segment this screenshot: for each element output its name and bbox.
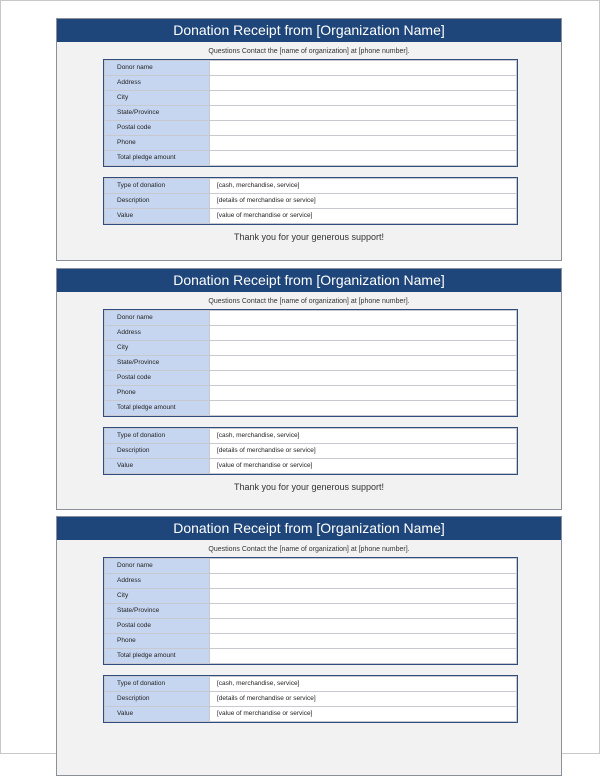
donation-info-table — [104, 428, 517, 474]
pledge-amount-label: Total pledge amount — [105, 151, 210, 166]
phone-label: Phone — [105, 634, 210, 649]
table-row — [105, 136, 517, 151]
donation-type-label: Type of donation — [105, 179, 210, 194]
phone-field[interactable] — [210, 386, 517, 401]
table-row — [105, 559, 517, 574]
address-label: Address — [105, 76, 210, 91]
table-row — [105, 91, 517, 106]
description-field[interactable]: [details of merchandise or service] — [210, 194, 517, 209]
pledge-amount-field[interactable] — [210, 649, 517, 664]
receipt-title: Donation Receipt from [Organization Name] — [57, 19, 561, 42]
table-row — [105, 677, 517, 692]
donor-name-field[interactable] — [210, 61, 517, 76]
postal-code-field[interactable] — [210, 121, 517, 136]
contact-line: Questions Contact the [name of organization] at [phone number]. — [208, 546, 410, 553]
donation-type-label: Type of donation — [105, 429, 210, 444]
table-row — [105, 179, 517, 194]
table-row — [105, 341, 517, 356]
contact-line: Questions Contact the [name of organization] at [phone number]. — [208, 298, 410, 305]
receipt-card — [56, 18, 562, 261]
thank-you-message: Thank you for your generous support! — [233, 482, 385, 492]
donation-info-table — [104, 178, 517, 224]
table-row — [105, 371, 517, 386]
table-row — [105, 311, 517, 326]
table-row — [105, 61, 517, 76]
donation-type-field[interactable]: [cash, merchandise, service] — [210, 179, 517, 194]
state-label: State/Province — [105, 604, 210, 619]
address-label: Address — [105, 326, 210, 341]
description-field[interactable]: [details of merchandise or service] — [210, 692, 517, 707]
city-label: City — [105, 341, 210, 356]
postal-code-label: Postal code — [105, 121, 210, 136]
state-label: State/Province — [105, 356, 210, 371]
address-field[interactable] — [210, 574, 517, 589]
table-row — [105, 106, 517, 121]
table-row — [105, 692, 517, 707]
table-row — [105, 401, 517, 416]
description-label: Description — [105, 692, 210, 707]
value-field[interactable]: [value of merchandise or service] — [210, 209, 517, 224]
pledge-amount-label: Total pledge amount — [105, 649, 210, 664]
donor-name-field[interactable] — [210, 311, 517, 326]
receipt-card — [56, 268, 562, 510]
table-row — [105, 634, 517, 649]
pledge-amount-field[interactable] — [210, 151, 517, 166]
table-row — [105, 326, 517, 341]
postal-code-field[interactable] — [210, 371, 517, 386]
table-row — [105, 649, 517, 664]
city-field[interactable] — [210, 91, 517, 106]
state-label: State/Province — [105, 106, 210, 121]
postal-code-label: Postal code — [105, 619, 210, 634]
receipt-title: Donation Receipt from [Organization Name] — [57, 517, 561, 540]
phone-label: Phone — [105, 386, 210, 401]
donor-name-label: Donor name — [105, 559, 210, 574]
table-row — [105, 209, 517, 224]
donor-info-table — [104, 310, 517, 416]
phone-label: Phone — [105, 136, 210, 151]
city-label: City — [105, 91, 210, 106]
city-label: City — [105, 589, 210, 604]
thank-you-message: Thank you for your generous support! — [233, 232, 385, 242]
table-row — [105, 604, 517, 619]
address-field[interactable] — [210, 326, 517, 341]
table-row — [105, 121, 517, 136]
donation-type-label: Type of donation — [105, 677, 210, 692]
donor-info-table — [104, 60, 517, 166]
description-field[interactable]: [details of merchandise or service] — [210, 444, 517, 459]
table-row — [105, 429, 517, 444]
donation-type-field[interactable]: [cash, merchandise, service] — [210, 429, 517, 444]
state-field[interactable] — [210, 604, 517, 619]
address-field[interactable] — [210, 76, 517, 91]
table-row — [105, 619, 517, 634]
table-row — [105, 151, 517, 166]
value-label: Value — [105, 707, 210, 722]
table-row — [105, 356, 517, 371]
table-row — [105, 707, 517, 722]
city-field[interactable] — [210, 589, 517, 604]
postal-code-label: Postal code — [105, 371, 210, 386]
value-field[interactable]: [value of merchandise or service] — [210, 707, 517, 722]
table-row — [105, 386, 517, 401]
donation-type-field[interactable]: [cash, merchandise, service] — [210, 677, 517, 692]
value-field[interactable]: [value of merchandise or service] — [210, 459, 517, 474]
city-field[interactable] — [210, 341, 517, 356]
pledge-amount-label: Total pledge amount — [105, 401, 210, 416]
donor-info-table — [104, 558, 517, 664]
donation-info-table — [104, 676, 517, 722]
postal-code-field[interactable] — [210, 619, 517, 634]
receipt-card — [56, 516, 562, 776]
state-field[interactable] — [210, 106, 517, 121]
value-label: Value — [105, 209, 210, 224]
table-row — [105, 589, 517, 604]
table-row — [105, 194, 517, 209]
table-row — [105, 444, 517, 459]
donor-name-label: Donor name — [105, 311, 210, 326]
phone-field[interactable] — [210, 634, 517, 649]
description-label: Description — [105, 444, 210, 459]
table-row — [105, 459, 517, 474]
phone-field[interactable] — [210, 136, 517, 151]
receipt-title: Donation Receipt from [Organization Name] — [57, 269, 561, 292]
table-row — [105, 574, 517, 589]
value-label: Value — [105, 459, 210, 474]
table-row — [105, 76, 517, 91]
donor-name-field[interactable] — [210, 559, 517, 574]
contact-line: Questions Contact the [name of organization] at [phone number]. — [208, 48, 410, 55]
description-label: Description — [105, 194, 210, 209]
state-field[interactable] — [210, 356, 517, 371]
pledge-amount-field[interactable] — [210, 401, 517, 416]
donor-name-label: Donor name — [105, 61, 210, 76]
address-label: Address — [105, 574, 210, 589]
